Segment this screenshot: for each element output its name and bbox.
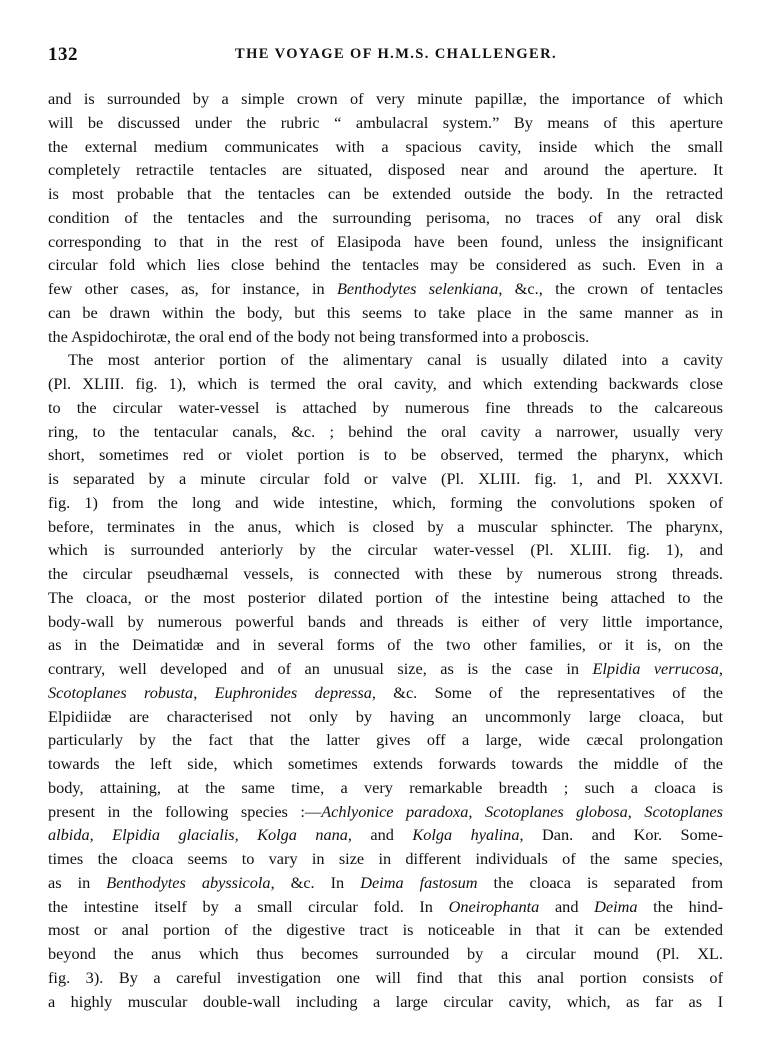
text-span: , &c. In [270,872,361,892]
text-span: body-wall by numerous powerful bands and threads is either of very little importance, [48,611,723,631]
text-line [48,633,723,657]
italic-text: Deima [594,896,638,916]
text-span: condition of the tentacles and the surrounding perisoma, no traces of any oral disk [48,207,723,227]
text-line [48,420,723,444]
italic-text: albida, Elpidia glacialis, Kolga nana [48,825,348,845]
text-line [48,847,723,871]
text-span: short, sometimes red or violet portion is to be observed, termed the pharynx, which [48,445,723,465]
text-span: completely retractile tentacles are situated, disposed near and around the aperture. It [48,160,723,180]
running-title: THE VOYAGE OF H.M.S. CHALLENGER. [235,46,557,62]
text-line [48,372,723,396]
text-line [48,158,723,182]
italic-text: Elpidia verrucosa, [592,659,723,678]
text-span: is separated by a minute circular fold or valve (Pl. XLIII. fig. 1, and Pl. XXXVI. [48,469,723,488]
text-span: fig. 3). By a careful investigation one will find that this anal portion consists of [48,967,723,987]
text-span: towards the left side, which sometimes extends forwards towards the middle of the [48,754,723,773]
text-line [48,752,723,776]
italic-text: Deima fastosum [360,872,478,892]
italic-text: Scotoplanes robusta, Euphronides depressa [48,682,372,702]
text-line [48,895,723,919]
italic-text: Kolga hyalina [412,825,520,845]
text-line [48,111,723,135]
text-line [48,823,723,847]
text-span: is most probable that the tentacles can be extended outside the body. In the retracted [48,184,723,203]
text-span: the circular pseudhæmal vessels, is connected with these by numerous strong threads. [48,564,723,583]
text-line [48,562,723,586]
text-line [48,610,723,634]
text-span: can be drawn within the body, but this seems to take place in the same manner as in [48,302,723,322]
text-line [48,206,723,230]
text-line [48,538,723,562]
text-span: the Aspidochirotæ, the oral end of the body not being transformed into a proboscis. [48,326,590,346]
text-line [48,586,723,610]
text-span: corresponding to that in the rest of Elasipoda have been found, unless the insignificant [48,231,723,251]
text-span: before, terminates in the anus, which is closed by a muscular sphincter. The pharynx, [48,516,723,536]
text-span: fig. 1) from the long and wide intestine, which, forming the convolutions spoken of [48,492,723,512]
italic-text: Benthodytes abyssicola [106,872,271,892]
text-span: , and [347,825,413,845]
text-line [48,396,723,420]
text-line [48,942,723,966]
page-header [48,44,724,68]
italic-text: Achlyonice paradoxa, Scotoplanes globosa, Scotoplanes [321,801,723,821]
text-span: , &c., the crown of tentacles [498,279,724,298]
text-line [48,87,723,111]
text-span: as in [48,872,107,892]
text-line [48,253,723,277]
text-span: present in the following species :— [48,801,322,821]
text-line [48,182,723,206]
text-line [48,918,723,942]
text-line [48,728,723,752]
text-line [48,990,723,1014]
text-span: body, attaining, at the same time, a very remarkable breadth ; such a cloaca is [48,777,723,797]
text-span: will be discussed under the rubric “ ambulacral system.” By means of this aperture [48,112,723,132]
page-number: 132 [48,44,78,65]
text-line [48,681,723,705]
text-span: beyond the anus which thus becomes surrounded by a circular mound (Pl. XL. [48,944,723,963]
text-line [48,467,723,491]
text-span: times the cloaca seems to vary in size in different individuals of the same species, [48,849,723,868]
text-span: , &c. Some of the representatives of the [371,682,724,702]
text-span: most or anal portion of the digestive tract is noticeable in that it can be extended [48,920,723,940]
text-line [48,776,723,800]
text-span: as in the Deimatidæ and in several forms of the two other families, or it is, on the [48,635,723,655]
text-span: , Dan. and Kor. Some- [519,825,724,845]
text-span: and [539,896,595,916]
text-line [48,515,723,539]
text-span: which is surrounded anteriorly by the circular water-vessel (Pl. XLIII. fig. 1), and [48,540,723,560]
body-text [48,87,723,1013]
text-span: the hind- [637,896,724,916]
text-span: and is surrounded by a simple crown of very minute papillæ, the importance of which [48,89,723,108]
text-span: The most anterior portion of the alimentary canal is usually dilated into a cavity [68,350,723,370]
text-span: ring, to the tentacular canals, &c. ; behind the oral cavity a narrower, usually very [48,421,723,441]
text-span: the cloaca is separated from [477,872,724,892]
text-span: a highly muscular double-wall including a large circular cavity, which, as far as I [48,991,723,1011]
italic-text: Benthodytes selenkiana [336,279,499,298]
text-line [48,443,723,467]
text-line [48,657,723,681]
text-line [48,277,723,301]
text-span: Elpidiidæ are characterised not only by having an uncommonly large cloaca, but [48,706,723,726]
text-span: (Pl. XLIII. fig. 1), which is termed the oral cavity, and which extending backwards close [48,374,723,393]
text-line [48,966,723,990]
text-line [48,705,723,729]
text-span: to the circular water-vessel is attached by numerous fine threads to the calcareous [48,397,723,417]
text-line [48,800,723,824]
text-line [48,135,723,159]
text-span: contrary, well developed and of an unusual size, as is the case in [48,659,593,678]
italic-text: Oneirophanta [448,896,540,916]
text-line [48,871,723,895]
text-span: the intestine itself by a small circular fold. In [48,896,449,916]
text-line [48,325,723,349]
text-line [48,301,723,325]
text-span: few other cases, as, for instance, in [48,279,337,298]
text-span: The cloaca, or the most posterior dilated portion of the intestine being attached to the [48,587,723,607]
text-line [48,491,723,515]
text-span: the external medium communicates with a spacious cavity, inside which the small [48,136,723,156]
text-line [48,348,723,372]
text-span: circular fold which lies close behind the tentacles may be considered as such. Even in a [48,255,723,275]
text-line [48,230,723,254]
text-span: particularly by the fact that the latter gives off a large, wide cæcal prolongation [48,730,723,750]
